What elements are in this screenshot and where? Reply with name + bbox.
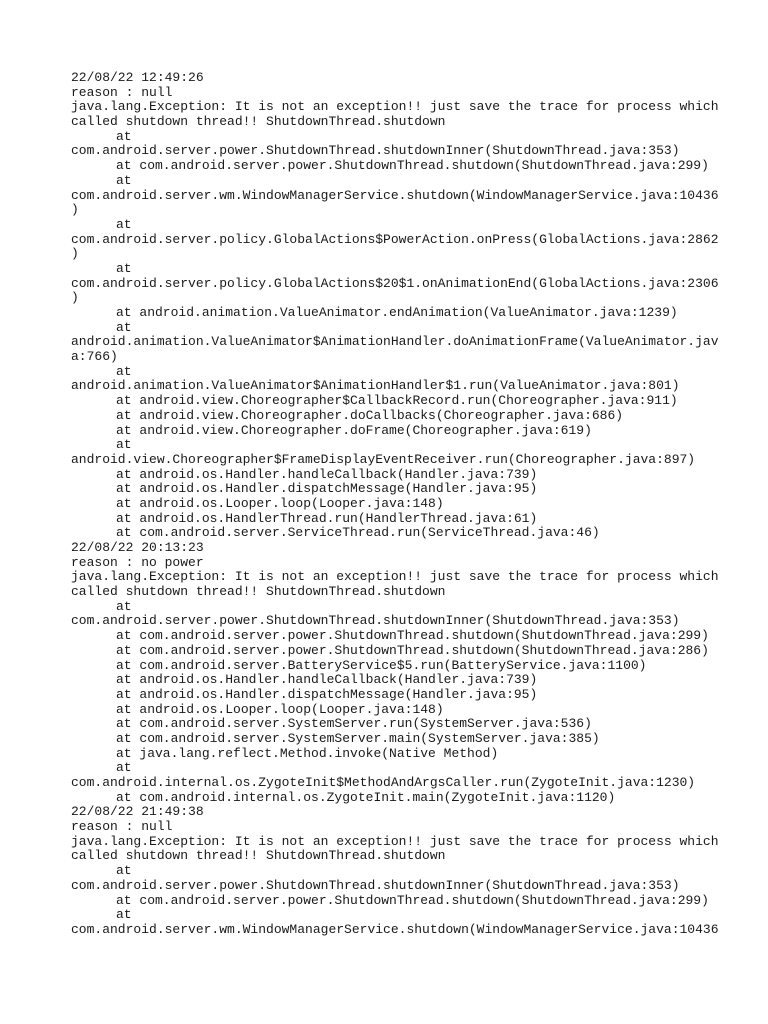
- log-line: ): [71, 202, 79, 218]
- log-line: at android.os.Looper.loop(Looper.java:148): [116, 495, 444, 511]
- log-line: at com.android.server.ServiceThread.run(ServiceThread.java:46): [116, 525, 600, 541]
- log-line: java.lang.Exception: It is not an exception!! just save the trace for process which: [71, 99, 719, 115]
- log-line: at android.os.Handler.handleCallback(Handler.java:739): [116, 672, 538, 688]
- log-line: at com.android.server.SystemServer.run(SystemServer.java:536): [116, 716, 592, 732]
- log-line: 22/08/22 21:49:38: [71, 804, 204, 820]
- log-line: reason : null: [71, 84, 173, 100]
- log-line: com.android.server.wm.WindowManagerService.shutdown(WindowManagerService.java:10436: [71, 187, 719, 203]
- log-line: at android.view.Choreographer.doCallbacks(Choreographer.java:686): [116, 407, 624, 423]
- log-line: com.android.server.power.ShutdownThread.shutdownInner(ShutdownThread.java:353): [71, 143, 680, 159]
- log-line: at com.android.server.power.ShutdownThread.shutdown(ShutdownThread.java:299): [116, 892, 709, 908]
- log-line: called shutdown thread!! ShutdownThread.shutdown: [71, 584, 446, 600]
- log-line: com.android.server.wm.WindowManagerService.shutdown(WindowManagerService.java:10436: [71, 921, 719, 937]
- log-text-body: [71, 70, 719, 938]
- log-line: com.android.server.power.ShutdownThread.shutdownInner(ShutdownThread.java:353): [71, 877, 680, 893]
- log-line: at: [116, 363, 132, 379]
- log-line: at android.os.Handler.dispatchMessage(Handler.java:95): [116, 481, 538, 497]
- log-line: at: [116, 216, 132, 232]
- log-line: com.android.internal.os.ZygoteInit$MethodAndArgsCaller.run(ZygoteInit.java:1230): [71, 775, 696, 790]
- log-line: at com.android.internal.os.ZygoteInit.main(ZygoteInit.java:1120): [116, 789, 616, 805]
- log-line: 22/08/22 20:13:23: [71, 540, 204, 555]
- log-line: ): [71, 290, 79, 306]
- log-line: at com.android.server.power.ShutdownThread.shutdown(ShutdownThread.java:286): [116, 642, 709, 658]
- log-line: android.view.Choreographer$FrameDisplayEventReceiver.run(Choreographer.java:897): [71, 451, 696, 467]
- log-line: at com.android.server.BatteryService$5.run(BatteryService.java:1100): [116, 657, 647, 673]
- log-line: com.android.server.power.ShutdownThread.shutdownInner(ShutdownThread.java:353): [71, 613, 680, 629]
- log-line: java.lang.Exception: It is not an exception!! just save the trace for process which: [71, 569, 719, 585]
- log-line: at android.view.Choreographer$CallbackRecord.run(Choreographer.java:911): [116, 393, 678, 409]
- log-line: at: [116, 172, 132, 188]
- log-line: ): [71, 246, 79, 262]
- log-line: at android.os.HandlerThread.run(HandlerThread.java:61): [116, 510, 538, 526]
- log-line: android.animation.ValueAnimator$AnimationHandler.doAnimationFrame(ValueAnimator.jav: [71, 334, 719, 350]
- log-line: at: [116, 260, 132, 276]
- log-line: at com.android.server.power.ShutdownThread.shutdown(ShutdownThread.java:299): [116, 628, 709, 644]
- log-line: at android.os.Handler.handleCallback(Handler.java:739): [116, 466, 538, 482]
- log-line: reason : no power: [71, 554, 204, 570]
- log-line: called shutdown thread!! ShutdownThread.shutdown: [71, 114, 446, 130]
- log-line: at: [116, 598, 132, 614]
- log-line: at com.android.server.power.ShutdownThread.shutdown(ShutdownThread.java:299): [116, 158, 709, 174]
- log-line: at android.os.Handler.dispatchMessage(Handler.java:95): [116, 686, 538, 702]
- log-line: at android.view.Choreographer.doFrame(Choreographer.java:619): [116, 422, 592, 438]
- log-line: com.android.server.policy.GlobalActions$PowerAction.onPress(GlobalActions.java:2862: [71, 231, 719, 247]
- log-line: android.animation.ValueAnimator$AnimationHandler$1.run(ValueAnimator.java:801): [71, 378, 680, 394]
- log-line: com.android.server.policy.GlobalActions$20$1.onAnimationEnd(GlobalActions.java:2306: [71, 275, 719, 291]
- log-line: at com.android.server.SystemServer.main(SystemServer.java:385): [116, 730, 600, 746]
- log-line: called shutdown thread!! ShutdownThread.shutdown: [71, 848, 446, 864]
- log-line: at: [116, 907, 132, 923]
- log-line: at: [116, 319, 132, 335]
- log-line: at android.os.Looper.loop(Looper.java:148): [116, 701, 444, 717]
- log-line: java.lang.Exception: It is not an exception!! just save the trace for process which: [71, 833, 719, 849]
- log-line: at android.animation.ValueAnimator.endAnimation(ValueAnimator.java:1239): [116, 305, 678, 320]
- log-line: at: [116, 437, 132, 453]
- log-line: 22/08/22 12:49:26: [71, 70, 204, 85]
- log-line: a:766): [71, 349, 118, 365]
- log-line: reason : null: [71, 819, 173, 835]
- log-line: at: [116, 863, 132, 879]
- log-line: at java.lang.reflect.Method.invoke(Native Method): [116, 745, 499, 761]
- log-line: at: [116, 760, 132, 776]
- log-line: at: [116, 128, 132, 144]
